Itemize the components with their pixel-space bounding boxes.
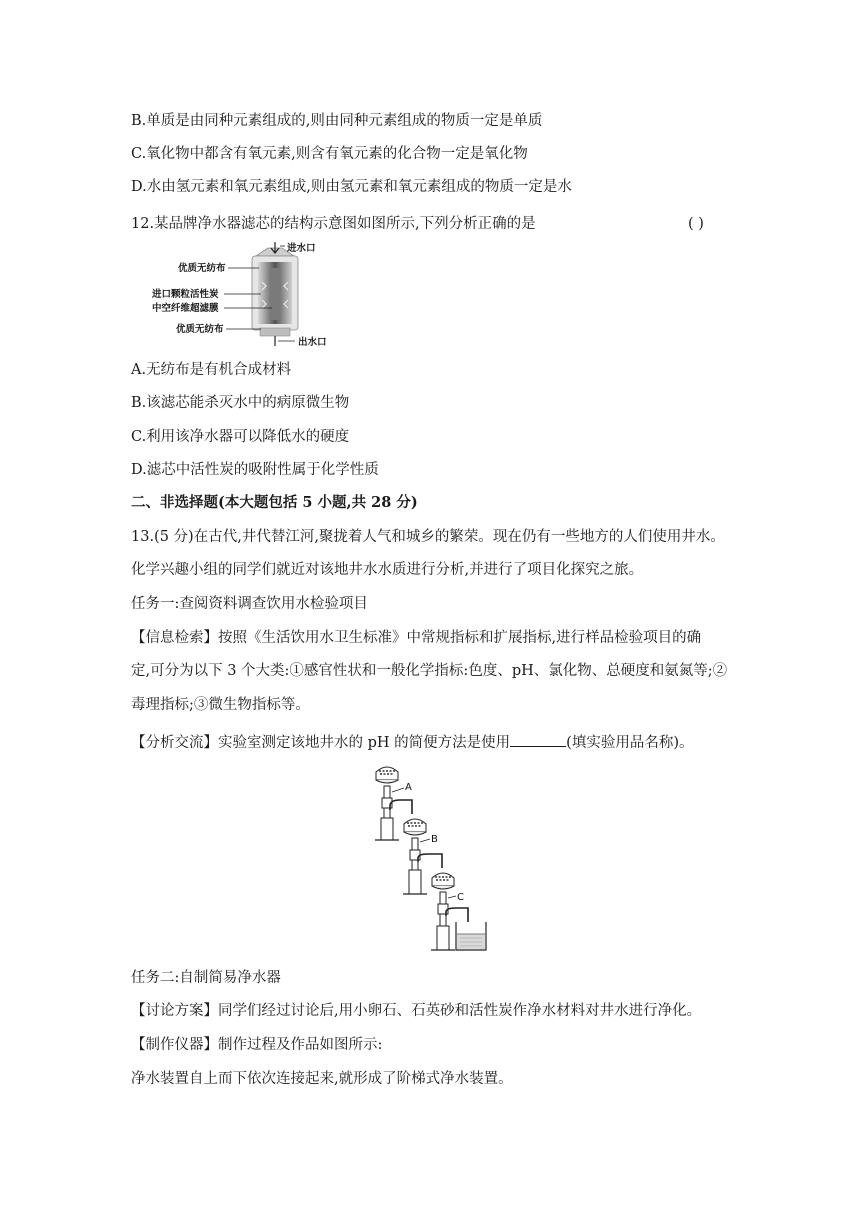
discussion-line: 【讨论方案】同学们经过讨论后,用小卵石、石英砂和活性炭作净水材料对井水进行净化。 xyxy=(131,1003,702,1019)
analysis-line xyxy=(131,732,693,753)
section-2-title: 二、非选择题(本大题包括 5 小题,共 28 分) xyxy=(131,494,418,511)
label-nonwoven-bottom: 优质无纺布 xyxy=(176,324,224,335)
analysis-prefix: 【分析交流】实验室测定该地井水的 pH 的简便方法是使用 xyxy=(131,735,511,751)
question-12-stem: 12.某品牌净水器滤芯的结构示意图如图所示,下列分析正确的是 xyxy=(131,216,536,232)
stepped-purifier-diagram xyxy=(370,762,510,954)
label-inlet: 进水口 xyxy=(287,243,316,254)
label-c: C xyxy=(457,892,464,903)
info-retrieval-line-1: 【信息检索】按照《生活饮用水卫生标准》中常规指标和扩展指标,进行样品检验项目的确 xyxy=(131,630,702,646)
label-carbon: 进口颗粒活性炭 xyxy=(152,289,219,300)
task-1-heading: 任务一:查阅资料调查饮用水检验项目 xyxy=(131,596,368,612)
filter-cartridge-diagram xyxy=(148,242,348,352)
beaker xyxy=(456,922,486,950)
label-outlet: 出水口 xyxy=(298,337,327,348)
option-a-q12: A.无纺布是有机合成材料 xyxy=(131,362,292,378)
info-retrieval-line-3: 毒理指标;③微生物指标等。 xyxy=(131,697,310,713)
option-c-q11: C.氧化物中都含有氧元素,则含有氧元素的化合物一定是氧化物 xyxy=(131,146,528,162)
analysis-suffix: (填实验用品名称)。 xyxy=(566,735,694,751)
option-b-q11: B.单质是由同种元素组成的,则由同种元素组成的物质一定是单质 xyxy=(131,113,543,129)
option-c-q12: C.利用该净水器可以降低水的硬度 xyxy=(131,429,350,445)
label-nonwoven-top: 优质无纺布 xyxy=(178,263,226,274)
answer-blank xyxy=(510,732,566,747)
hollow-fiber-core xyxy=(270,268,280,320)
label-b: B xyxy=(431,834,438,845)
q13-intro-line-1: 13.(5 分)在古代,井代替江河,聚拢着人气和城乡的繁荣。现在仍有一些地方的人们使用井水。 xyxy=(131,529,725,545)
info-retrieval-line-2: 定,可分为以下 3 个大类:①感官性状和一般化学指标:色度、pH、氯化物、总硬度和氨氮等;② xyxy=(131,663,728,679)
label-a: A xyxy=(405,782,412,793)
option-d-q11: D.水由氢元素和氧元素组成,则由氢元素和氧元素组成的物质一定是水 xyxy=(131,179,572,195)
task-2-heading: 任务二:自制简易净水器 xyxy=(131,970,281,986)
option-d-q12: D.滤芯中活性炭的吸附性属于化学性质 xyxy=(131,462,379,478)
option-b-q12: B.该滤芯能杀灭水中的病原微生物 xyxy=(131,395,350,411)
final-line: 净水装置自上而下依次连接起来,就形成了阶梯式净水装置。 xyxy=(131,1071,513,1087)
label-hollow-fiber: 中空纤维超滤膜 xyxy=(152,303,219,314)
answer-parentheses: ( ) xyxy=(688,216,704,232)
q13-intro-line-2: 化学兴趣小组的同学们就近对该地井水水质进行分析,并进行了项目化探究之旅。 xyxy=(131,562,644,578)
make-instrument-line: 【制作仪器】制作过程及作品如图所示: xyxy=(131,1037,383,1053)
cartridge-bottom xyxy=(260,328,290,336)
